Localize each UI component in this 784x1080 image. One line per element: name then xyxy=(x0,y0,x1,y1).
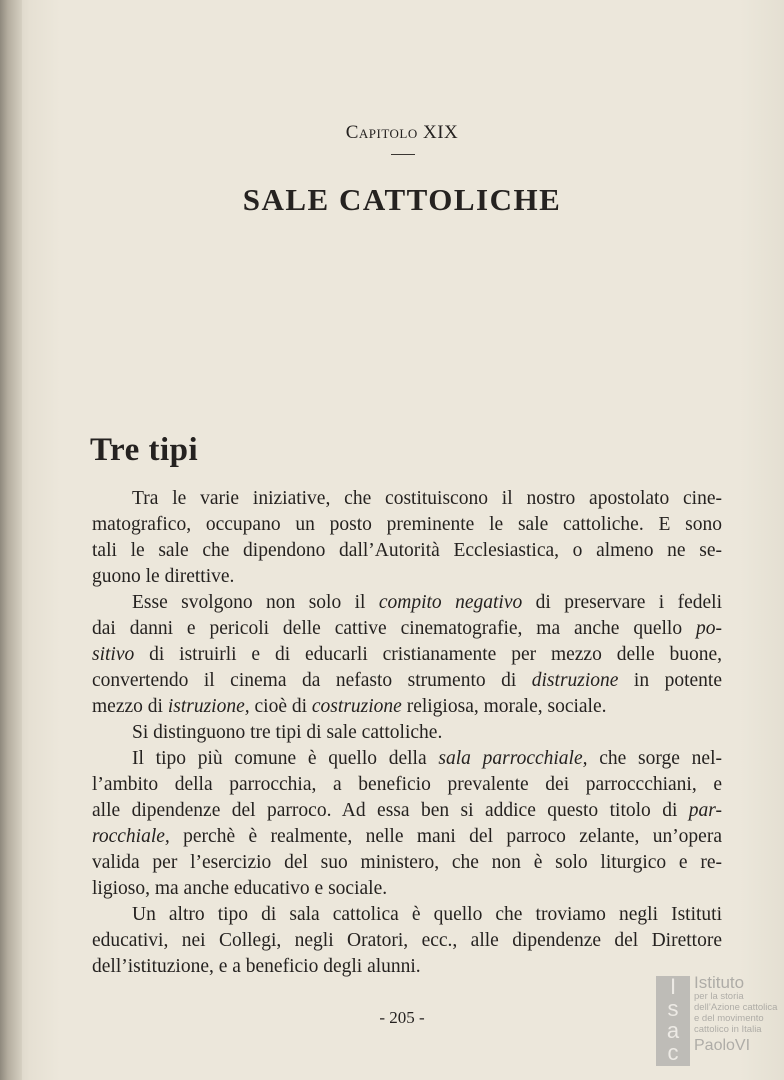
text-line: ligioso, ma anche educativo e sociale. xyxy=(92,878,388,899)
text-line: rocchiale, perchè è realmente, nelle mani del parroco zelante, un’opera xyxy=(92,826,722,847)
text-line: Un altro tipo di sala cattolica è quello che troviamo negli Istituti xyxy=(132,904,722,925)
watermark-line: dell’Azione cattolica xyxy=(694,1002,778,1013)
emphasis: sitivo xyxy=(92,644,135,665)
text-line: sitivo di istruirli e di educarli cristianamente per mezzo delle buone, xyxy=(92,644,722,665)
text-line: mezzo di istruzione, cioè di costruzione religiosa, morale, sociale. xyxy=(92,696,607,717)
emphasis: sala parrocchiale, xyxy=(438,748,588,769)
text-line: Si distinguono tre tipi di sale cattoliche. xyxy=(132,722,443,743)
text-line: convertendo il cinema da nefasto strumento di distruzione in potente xyxy=(92,670,722,691)
emphasis: costruzione xyxy=(311,696,402,717)
body-text xyxy=(92,486,722,980)
text-line: alle dipendenze del parroco. Ad essa ben si addice questo titolo di par- xyxy=(92,800,722,821)
text-line: dai danni e pericoli delle cattive cinematografie, ma anche quello po- xyxy=(92,618,722,639)
page-number: - 205 - xyxy=(379,1008,425,1027)
watermark-text xyxy=(694,974,784,1054)
text-line: Esse svolgono non solo il compito negativo di preservare i fedeli xyxy=(132,592,723,613)
section-heading: Tre tipi xyxy=(90,432,199,468)
chapter-divider xyxy=(391,154,415,155)
text-line: l’ambito della parrocchia, a beneficio prevalente dei parroccchiani, e xyxy=(92,774,722,795)
isacem-letters-mark: I s a c xyxy=(656,976,690,1066)
watermark-line: per la storia xyxy=(694,991,744,1002)
book-binding-edge xyxy=(0,0,22,1080)
text-line: guono le direttive. xyxy=(92,566,235,587)
emphasis: par- xyxy=(688,800,722,821)
isacem-watermark-logo xyxy=(656,974,780,1068)
watermark-title: Istituto xyxy=(694,973,745,992)
text-line: educativi, nei Collegi, negli Oratori, ecc., alle dipendenze del Direttore xyxy=(92,930,722,951)
emphasis: rocchiale, xyxy=(92,826,170,847)
text-line: matografico, occupano un posto preminente le sale cattoliche. E sono xyxy=(92,514,722,535)
watermark-name: PaoloVI xyxy=(694,1037,751,1054)
watermark-line: e del movimento xyxy=(694,1013,764,1024)
chapter-label: Capitolo XIX xyxy=(345,122,459,143)
text-line: Tra le varie iniziative, che costituiscono il nostro apostolato cine- xyxy=(132,488,722,509)
text-line: valida per l’esercizio del suo ministero, che non è solo liturgico e re- xyxy=(92,852,722,873)
text-line: tali le sale che dipendono dall’Autorità Ecclesiastica, o almeno ne se- xyxy=(92,540,722,561)
text-line: Il tipo più comune è quello della sala parrocchiale, che sorge nel- xyxy=(132,748,723,769)
text-line: dell’istituzione, e a beneficio degli alunni. xyxy=(92,956,421,977)
emphasis: distruzione xyxy=(531,670,619,691)
emphasis: po- xyxy=(696,618,722,639)
watermark-line: cattolico in Italia xyxy=(694,1024,762,1035)
emphasis: istruzione, xyxy=(167,696,250,717)
emphasis: compito negativo xyxy=(378,592,523,613)
chapter-title: SALE CATTOLICHE xyxy=(242,182,562,217)
